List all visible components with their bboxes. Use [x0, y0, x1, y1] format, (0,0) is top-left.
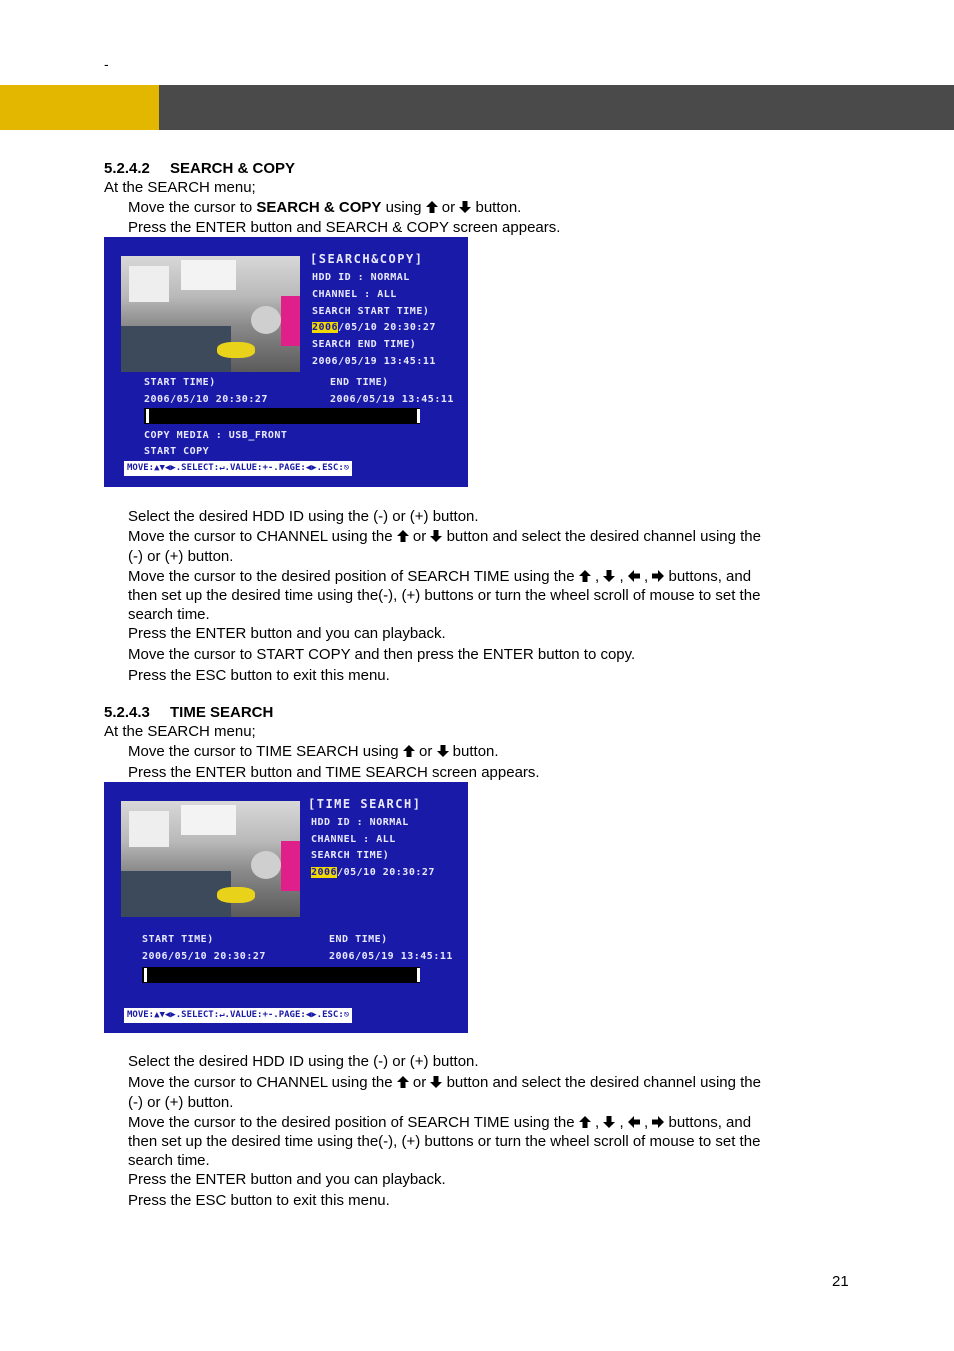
screen-end-time-value: 2006/05/19 13:45:11	[329, 951, 453, 962]
text-fragment: or	[408, 528, 431, 545]
text-fragment: ,	[590, 1114, 604, 1131]
section-heading-search-copy	[104, 160, 295, 177]
text-fragment: Move the cursor to the desired position of SEARCH TIME using the	[128, 568, 579, 585]
step-text: Press the ENTER button and SEARCH & COPY screen appears.	[128, 219, 561, 236]
text-fragment: buttons, and	[664, 1114, 752, 1131]
screen-help-bar: MOVE:▲▼◀▶.SELECT:↵.VALUE:+-.PAGE:◀▶.ESC:⎋	[124, 461, 352, 476]
instruction-text	[128, 528, 761, 545]
screen-end-time-value: 2006/05/19 13:45:11	[330, 394, 454, 405]
arrow-left-icon	[628, 1116, 640, 1128]
timeline-bar	[144, 408, 420, 424]
screen-channel: CHANNEL : ALL	[311, 834, 396, 845]
arrow-up-icon	[397, 1076, 409, 1088]
time-search-screenshot	[104, 782, 468, 1033]
screen-start-copy: START COPY	[144, 446, 210, 457]
text-fragment: button and select the desired channel using the	[442, 1074, 761, 1091]
text-fragment: Move the cursor to TIME SEARCH using	[128, 743, 403, 760]
text-fragment: ,	[615, 568, 628, 585]
text-fragment: ,	[615, 1114, 628, 1131]
arrow-down-icon	[437, 745, 449, 757]
screen-start-time-label: START TIME)	[144, 377, 216, 388]
instruction-text: Select the desired HDD ID using the (-) or (+) button.	[128, 508, 479, 525]
arrow-up-icon	[579, 570, 591, 582]
text-fragment: using	[381, 199, 426, 216]
instruction-text	[128, 1114, 751, 1131]
text-fragment: button.	[471, 199, 522, 216]
section-number: 5.2.4.2	[104, 160, 150, 177]
arrow-down-icon	[603, 1116, 615, 1128]
instruction-text: Press the ESC button to exit this menu.	[128, 1192, 390, 1209]
screen-end-time-label: END TIME)	[329, 934, 388, 945]
screen-search-start-value	[312, 322, 436, 333]
screen-title: [SEARCH&COPY]	[310, 252, 424, 266]
camera-preview	[121, 256, 300, 372]
intro-text: At the SEARCH menu;	[104, 723, 256, 740]
header-dash: -	[104, 56, 109, 72]
screen-start-time-value: 2006/05/10 20:30:27	[144, 394, 268, 405]
section-title: SEARCH & COPY	[170, 160, 296, 177]
text-fragment: ,	[639, 1114, 653, 1131]
screen-title: [TIME SEARCH]	[308, 797, 422, 811]
screen-end-time-label: END TIME)	[330, 377, 389, 388]
section-heading-time-search	[104, 704, 273, 721]
screen-hdd-id: HDD ID : NORMAL	[312, 272, 410, 283]
text-fragment: ,	[639, 568, 653, 585]
instruction-text: (-) or (+) button.	[128, 1094, 234, 1111]
text-fragment: button and select the desired channel using the	[442, 528, 761, 545]
text-fragment: or	[437, 199, 460, 216]
section-number: 5.2.4.3	[104, 704, 150, 721]
highlighted-year: 2006	[311, 867, 338, 878]
instruction-text: then set up the desired time using the(-), (+) buttons or turn the wheel scroll of mouse to set the	[128, 1133, 761, 1150]
text-fragment: Move the cursor to	[128, 199, 257, 216]
instruction-text: search time.	[128, 1152, 210, 1169]
bold-term: SEARCH & COPY	[256, 199, 382, 216]
header-accent-band	[0, 85, 159, 130]
text-fragment: /05/10 20:30:27	[338, 322, 436, 333]
arrow-down-icon	[430, 530, 442, 542]
intro-text: At the SEARCH menu;	[104, 179, 256, 196]
text-fragment: Move the cursor to CHANNEL using the	[128, 528, 397, 545]
screen-start-time-label: START TIME)	[142, 934, 214, 945]
screen-search-end-value: 2006/05/19 13:45:11	[312, 356, 436, 367]
arrow-right-icon	[652, 570, 664, 582]
arrow-up-icon	[397, 530, 409, 542]
header-dark-band	[159, 85, 954, 130]
screen-hdd-id: HDD ID : NORMAL	[311, 817, 409, 828]
page-number: 21	[832, 1273, 849, 1290]
highlighted-year: 2006	[312, 322, 339, 333]
screen-search-time-label: SEARCH TIME)	[311, 850, 390, 861]
step-text: Press the ENTER button and TIME SEARCH screen appears.	[128, 764, 540, 781]
arrow-up-icon	[426, 201, 438, 213]
timeline-bar	[142, 967, 420, 983]
instruction-text: then set up the desired time using the(-), (+) buttons or turn the wheel scroll of mouse to set the	[128, 587, 761, 604]
step-text	[128, 199, 521, 216]
screen-start-time-value: 2006/05/10 20:30:27	[142, 951, 266, 962]
text-fragment: ,	[590, 568, 604, 585]
arrow-left-icon	[628, 570, 640, 582]
instruction-text: Move the cursor to START COPY and then press the ENTER button to copy.	[128, 646, 636, 663]
step-text	[128, 743, 499, 760]
screen-search-end-label: SEARCH END TIME)	[312, 339, 417, 350]
text-fragment: button.	[448, 743, 499, 760]
screen-search-time-value	[311, 867, 435, 878]
text-fragment: Move the cursor to CHANNEL using the	[128, 1074, 397, 1091]
arrow-down-icon	[459, 201, 471, 213]
arrow-down-icon	[430, 1076, 442, 1088]
instruction-text: search time.	[128, 606, 210, 623]
text-fragment: or	[414, 743, 437, 760]
camera-preview	[121, 801, 300, 917]
screen-help-bar: MOVE:▲▼◀▶.SELECT:↵.VALUE:+-.PAGE:◀▶.ESC:⎋	[124, 1008, 352, 1023]
text-fragment: Move the cursor to the desired position of SEARCH TIME using the	[128, 1114, 579, 1131]
instruction-text: (-) or (+) button.	[128, 548, 234, 565]
instruction-text: Press the ENTER button and you can playback.	[128, 1171, 446, 1188]
text-fragment: buttons, and	[664, 568, 752, 585]
instruction-text: Press the ESC button to exit this menu.	[128, 667, 390, 684]
arrow-up-icon	[579, 1116, 591, 1128]
screen-channel: CHANNEL : ALL	[312, 289, 397, 300]
text-fragment: or	[408, 1074, 431, 1091]
instruction-text: Select the desired HDD ID using the (-) or (+) button.	[128, 1053, 479, 1070]
instruction-text	[128, 1074, 761, 1091]
screen-search-start-label: SEARCH START TIME)	[312, 306, 430, 317]
arrow-up-icon	[403, 745, 415, 757]
search-copy-screenshot	[104, 237, 468, 487]
arrow-right-icon	[652, 1116, 664, 1128]
arrow-down-icon	[603, 570, 615, 582]
instruction-text: Press the ENTER button and you can playback.	[128, 625, 446, 642]
screen-copy-media: COPY MEDIA : USB_FRONT	[144, 430, 288, 441]
section-title: TIME SEARCH	[170, 704, 274, 721]
instruction-text	[128, 568, 751, 585]
text-fragment: /05/10 20:30:27	[337, 867, 435, 878]
